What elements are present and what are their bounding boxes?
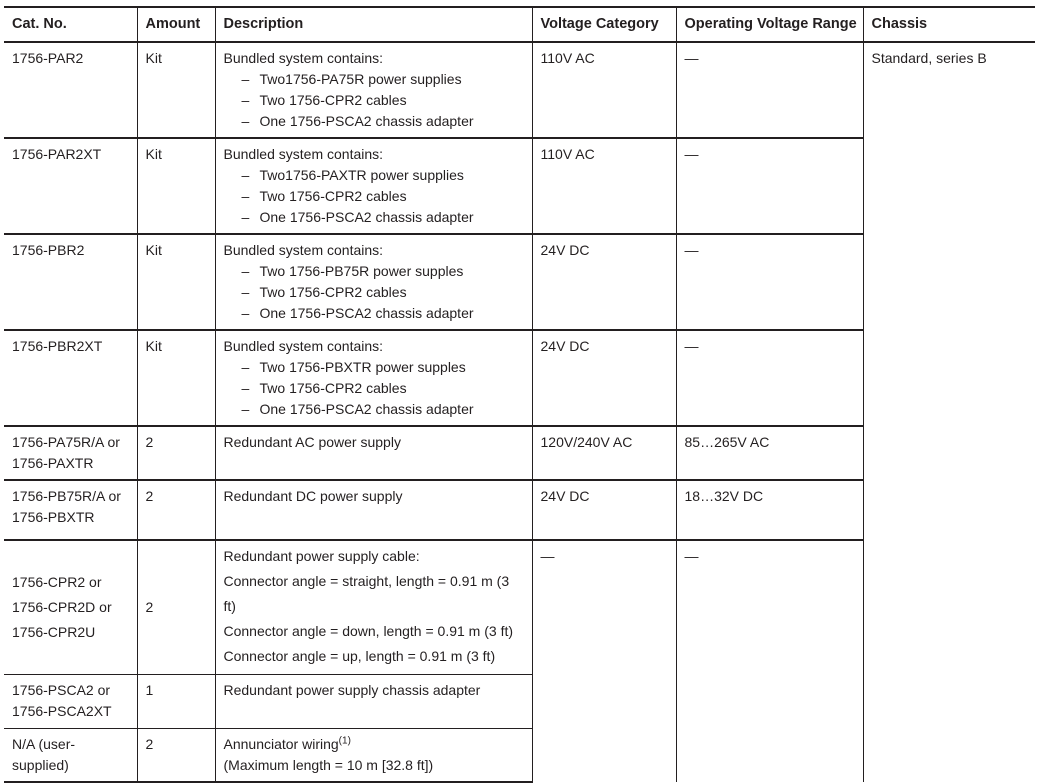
cat-no-line: 1756-PBXTR: [12, 509, 95, 525]
cat-no-cell: 1756-PBR2XT: [4, 330, 137, 426]
list-item: [244, 111, 524, 132]
cat-no-cell: 1756-PBR2: [4, 234, 137, 330]
header-cat-no: Cat. No.: [4, 7, 137, 42]
description-intro: Redundant power supply cable:: [223, 548, 420, 564]
list-item: [244, 357, 524, 378]
description-cell: [215, 729, 532, 783]
description-intro: Bundled system contains:: [223, 146, 384, 162]
list-item-text: Two 1756-CPR2 cables: [259, 188, 407, 204]
voltage-category-cell: 120V/240V AC: [532, 426, 676, 480]
header-operating-voltage-range: Operating Voltage Range: [676, 7, 863, 42]
amount-cell: 2: [137, 480, 215, 540]
cable-option: Connector angle = down, length = 0.91 m (3 ft): [223, 623, 514, 639]
cable-options: [224, 569, 524, 669]
footnote-marker: (1): [338, 735, 351, 747]
amount-cell: 2: [137, 729, 215, 783]
amount-cell: Kit: [137, 330, 215, 426]
voltage-category-cell: 24V DC: [532, 480, 676, 540]
list-item: [244, 207, 524, 228]
list-item: [244, 282, 524, 303]
list-item-text: One 1756-PSCA2 chassis adapter: [259, 113, 474, 129]
description-cell: [215, 42, 532, 138]
list-item-text: One 1756-PSCA2 chassis adapter: [259, 305, 474, 321]
cat-no-cell: [4, 675, 137, 729]
list-item-text: Two 1756-CPR2 cables: [259, 380, 407, 396]
description-note: (Maximum length = 10 m [32.8 ft]): [223, 757, 434, 773]
description-text: Annunciator wiring: [223, 736, 339, 752]
cat-no-line: 1756-CPR2D or: [12, 599, 112, 615]
operating-range-cell: 85…265V AC: [676, 426, 863, 480]
chassis-cell: Standard, series B: [863, 42, 1035, 782]
component-list: [224, 165, 524, 228]
list-item: [244, 261, 524, 282]
cat-no-cell: [4, 480, 137, 540]
table-row: [4, 42, 1035, 138]
description-cell: [215, 138, 532, 234]
operating-range-cell: —: [676, 42, 863, 138]
list-item: [244, 90, 524, 111]
operating-range-cell: 18…32V DC: [676, 480, 863, 540]
voltage-category-cell: 110V AC: [532, 42, 676, 138]
header-row: [4, 7, 1035, 42]
list-item: [244, 399, 524, 420]
cat-no-line: 1756-PA75R/A or: [12, 434, 120, 450]
description-cell: [215, 540, 532, 675]
amount-cell: Kit: [137, 138, 215, 234]
list-item-text: Two1756-PA75R power supplies: [259, 71, 462, 87]
cat-no-line: 1756-CPR2 or: [12, 574, 102, 590]
cable-option: Connector angle = up, length = 0.91 m (3 ft): [223, 648, 496, 664]
cat-no-cell: 1756-PAR2: [4, 42, 137, 138]
list-item-text: Two1756-PAXTR power supplies: [259, 167, 464, 183]
cat-no-line: 1756-PSCA2XT: [12, 703, 112, 719]
amount-cell: Kit: [137, 234, 215, 330]
list-item: [244, 378, 524, 399]
description-intro: Bundled system contains:: [223, 50, 384, 66]
list-item-text: Two 1756-CPR2 cables: [259, 284, 407, 300]
header-description: Description: [215, 7, 532, 42]
header-chassis: Chassis: [863, 7, 1035, 42]
amount-cell: 2: [137, 426, 215, 480]
list-item-text: Two 1756-CPR2 cables: [259, 92, 407, 108]
cat-no-cell: 1756-PAR2XT: [4, 138, 137, 234]
operating-range-cell: —: [676, 540, 863, 782]
cat-no-cell: N/A (user-supplied): [4, 729, 137, 783]
amount-cell: Kit: [137, 42, 215, 138]
cat-no-line: 1756-PSCA2 or: [12, 682, 111, 698]
cable-option: Connector angle = straight, length = 0.91 m (3 ft): [223, 573, 510, 614]
description-cell: Redundant power supply chassis adapter: [215, 675, 532, 729]
catalog-table: [4, 6, 1035, 783]
list-item: [244, 69, 524, 90]
description-cell: [215, 234, 532, 330]
component-list: [224, 69, 524, 132]
header-voltage-category: Voltage Category: [532, 7, 676, 42]
cat-no-cell: [4, 540, 137, 675]
voltage-category-cell: 24V DC: [532, 330, 676, 426]
operating-range-cell: —: [676, 234, 863, 330]
operating-range-cell: —: [676, 330, 863, 426]
header-amount: Amount: [137, 7, 215, 42]
voltage-category-cell: 110V AC: [532, 138, 676, 234]
list-item-text: One 1756-PSCA2 chassis adapter: [259, 209, 474, 225]
list-item: [244, 303, 524, 324]
list-item-text: Two 1756-PB75R power supples: [259, 263, 464, 279]
voltage-category-cell: —: [532, 540, 676, 782]
cat-no-cell: [4, 426, 137, 480]
amount-cell: 1: [137, 675, 215, 729]
cat-no-list: [12, 570, 129, 645]
cat-no-line: 1756-CPR2U: [12, 624, 96, 640]
description-cell: Redundant DC power supply: [215, 480, 532, 540]
cat-no-line: 1756-PB75R/A or: [12, 488, 121, 504]
component-list: [224, 357, 524, 420]
list-item-text: One 1756-PSCA2 chassis adapter: [259, 401, 474, 417]
amount-cell: 2: [137, 540, 215, 675]
description-intro: Bundled system contains:: [223, 242, 384, 258]
operating-range-cell: —: [676, 138, 863, 234]
voltage-category-cell: 24V DC: [532, 234, 676, 330]
description-cell: Redundant AC power supply: [215, 426, 532, 480]
component-list: [224, 261, 524, 324]
cat-no-line: 1756-PAXTR: [12, 455, 94, 471]
description-cell: [215, 330, 532, 426]
list-item-text: Two 1756-PBXTR power supples: [259, 359, 466, 375]
description-intro: Bundled system contains:: [223, 338, 384, 354]
list-item: [244, 186, 524, 207]
list-item: [244, 165, 524, 186]
